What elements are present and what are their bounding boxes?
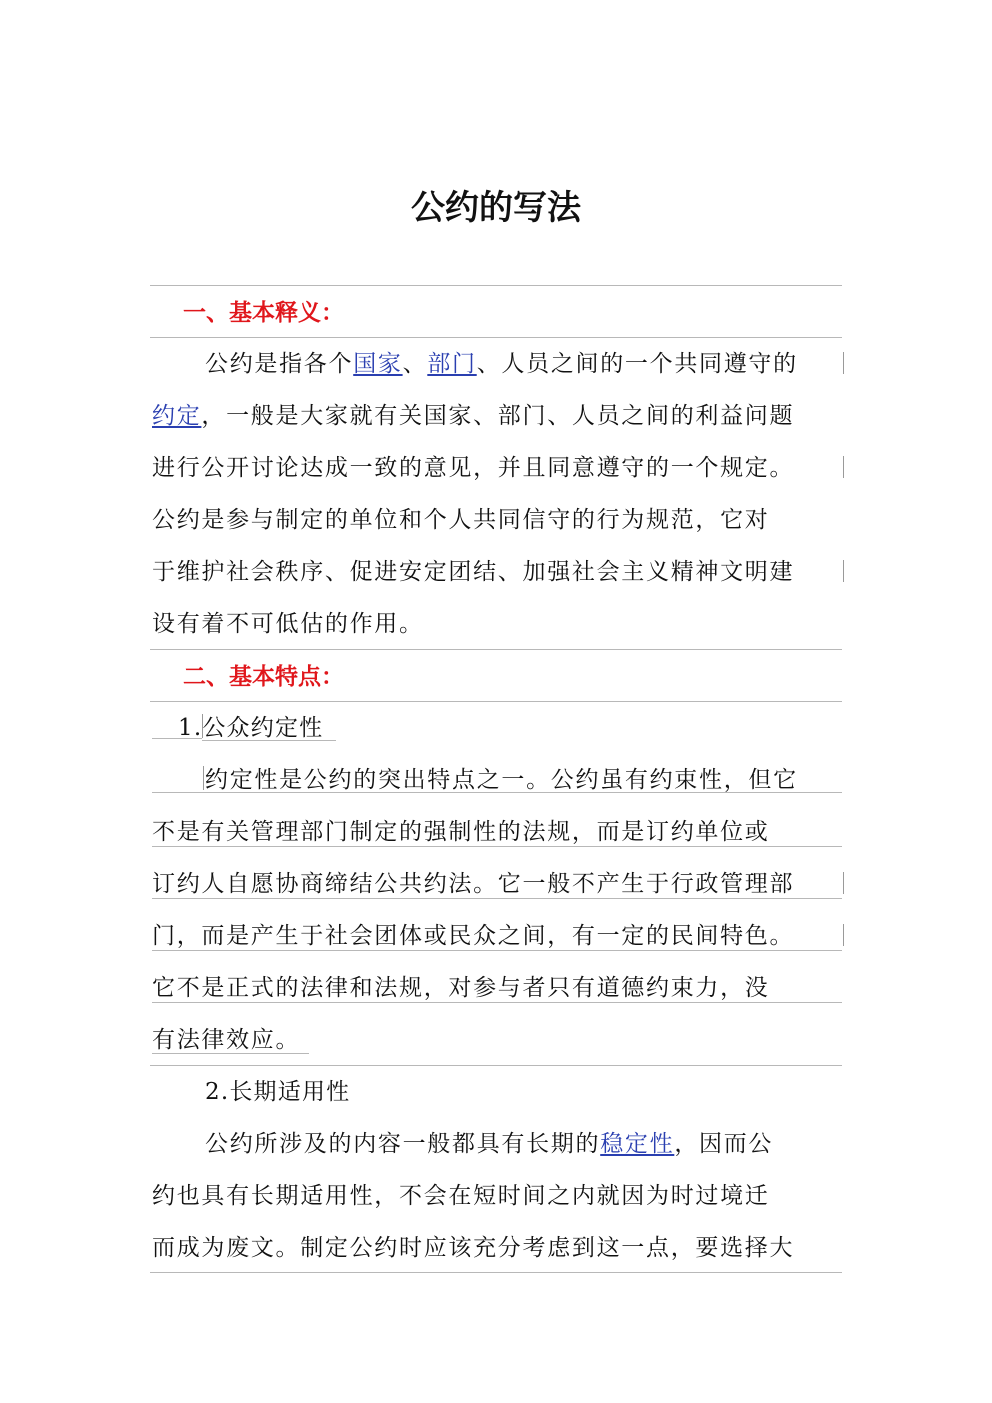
text-span: 公约是指各个 bbox=[205, 351, 354, 377]
section-divider bbox=[150, 701, 842, 702]
item-heading-public-agreement: 1.公众约定性 bbox=[178, 715, 324, 741]
link-yueding[interactable]: 约定 bbox=[152, 403, 202, 429]
text-cursor-mark bbox=[843, 456, 844, 478]
tracked-change-underline bbox=[152, 846, 842, 847]
text-span: 公约所涉及的内容一般都具有长期的 bbox=[205, 1131, 601, 1157]
paragraph-line: 公约是参与制定的单位和个人共同信守的行为规范，它对 bbox=[152, 507, 770, 533]
text-span: ，因而公 bbox=[674, 1131, 774, 1157]
section-heading-basic-definition: 一、基本释义： bbox=[183, 300, 344, 326]
text-cursor-mark bbox=[843, 924, 844, 946]
tracked-change-underline bbox=[152, 898, 842, 899]
paragraph-line bbox=[152, 398, 842, 434]
paragraph-line: 订约人自愿协商缔结公共约法。它一般不产生于行政管理部 bbox=[152, 871, 795, 897]
link-bumen[interactable]: 部门 bbox=[427, 351, 477, 377]
text-span: 、人员之间的一个共同遵守的 bbox=[476, 351, 798, 377]
paragraph-line: 它不是正式的法律和法规，对参与者只有道德约束力，没 bbox=[152, 975, 770, 1001]
text-cursor-mark bbox=[202, 714, 203, 738]
section-divider bbox=[150, 1272, 842, 1273]
tracked-change-underline bbox=[202, 740, 336, 741]
paragraph-line: 而成为废文。制定公约时应该充分考虑到这一点，要选择大 bbox=[152, 1235, 795, 1261]
item-heading-long-term-applicability: 2.长期适用性 bbox=[205, 1079, 351, 1105]
paragraph-line: 门，而是产生于社会团体或民众之间，有一定的民间特色。 bbox=[152, 923, 795, 949]
text-cursor-mark bbox=[843, 872, 844, 894]
text-span: ，一般是大家就有关国家、部门、人员之间的利益问题 bbox=[201, 403, 795, 429]
paragraph-line: 进行公开讨论达成一致的意见，并且同意遵守的一个规定。 bbox=[152, 455, 795, 481]
document-title: 公约的写法 bbox=[411, 188, 581, 228]
tracked-change-underline bbox=[152, 792, 842, 793]
paragraph-line bbox=[205, 1126, 842, 1162]
section-divider bbox=[150, 337, 842, 338]
paragraph-line: 约也具有长期适用性，不会在短时间之内就因为时过境迁 bbox=[152, 1183, 770, 1209]
text-cursor-mark bbox=[843, 352, 844, 374]
paragraph-line: 有法律效应。 bbox=[152, 1027, 301, 1053]
section-heading-basic-features: 二、基本特点： bbox=[183, 664, 344, 690]
paragraph-line: 于维护社会秩序、促进安定团结、加强社会主义精神文明建 bbox=[152, 559, 795, 585]
section-divider bbox=[150, 285, 842, 286]
tracked-change-underline bbox=[152, 950, 842, 951]
section-divider bbox=[150, 649, 842, 650]
paragraph-line: 约定性是公约的突出特点之一。公约虽有约束性，但它 bbox=[205, 767, 798, 793]
link-guojia[interactable]: 国家 bbox=[353, 351, 403, 377]
paragraph-line bbox=[205, 346, 842, 382]
paragraph-line: 不是有关管理部门制定的强制性的法规，而是订约单位或 bbox=[152, 819, 770, 845]
text-cursor-mark bbox=[203, 766, 204, 790]
tracked-change-underline bbox=[152, 1002, 842, 1003]
tracked-change-underline bbox=[152, 1053, 309, 1054]
section-divider bbox=[150, 1065, 842, 1066]
text-span: 、 bbox=[402, 351, 428, 377]
paragraph-line: 设有着不可低估的作用。 bbox=[152, 611, 424, 637]
link-wendingxing[interactable]: 稳定性 bbox=[600, 1131, 675, 1157]
text-cursor-mark bbox=[843, 560, 844, 582]
